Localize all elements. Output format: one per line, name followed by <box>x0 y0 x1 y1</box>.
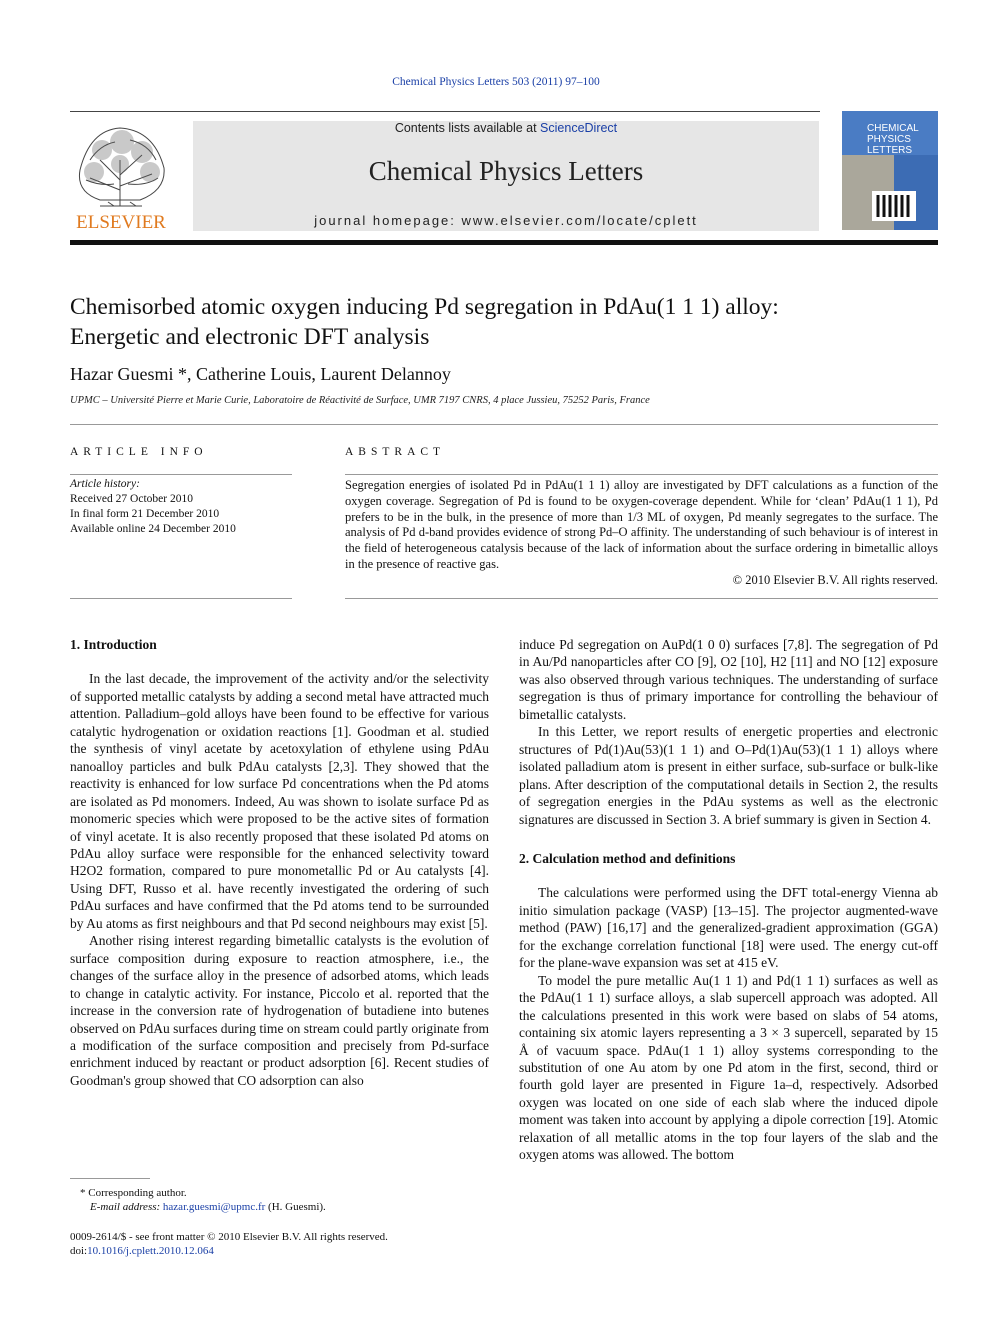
article-info-heading: ARTICLE INFO <box>70 446 208 458</box>
section-1-heading: 1. Introduction <box>70 637 157 652</box>
svg-text:PHYSICS: PHYSICS <box>867 134 911 145</box>
svg-text:ELSEVIER: ELSEVIER <box>76 212 166 232</box>
journal-homepage[interactable]: journal homepage: www.elsevier.com/locate/cplett <box>314 213 698 228</box>
email-suffix: (H. Guesmi). <box>265 1201 326 1213</box>
methods-paragraph-2: To model the pure metallic Au(1 1 1) and Pd(1 1 1) surfaces as well as the PdAu(1 1 1) surface alloys, a slab supercell approach was adopted. All the calculations presented in this work were based on slabs of 54 atoms, containing six atomic layers representing a 3 × 3 supercell, separated by 15 Å of vacuum space. PdAu(1 1 1) alloy systems corresponding to the substitution of one Au atom by one Pd atom in the first, second, third or fourth gold layer are presented in Figure 1a–d, respectively. Adsorbed oxygen was located on one side of each slab where the induced dipole moment was taken into account by applying a dipole correction [19]. Atomic relaxation of all metallic atoms in the top four layers of the slab and the oxygen atoms was allowed. The bottom <box>519 972 938 1163</box>
title-line-1: Chemisorbed atomic oxygen inducing Pd segregation in PdAu(1 1 1) alloy: <box>70 294 779 320</box>
elsevier-logo <box>70 120 172 232</box>
author-list: Hazar Guesmi *, Catherine Louis, Laurent Delannoy <box>70 364 451 384</box>
doi-link[interactable]: 10.1016/j.cplett.2010.12.064 <box>87 1245 214 1257</box>
abstract-heading: ABSTRACT <box>345 446 446 458</box>
article-info-rule <box>70 474 292 475</box>
history-label: Article history: <box>70 478 140 490</box>
svg-text:LETTERS: LETTERS <box>867 145 913 156</box>
intro-paragraph-2: Another rising interest regarding bimetallic catalysts is the evolution of surface composition during exposure to reaction atmosphere, i.e., the changes of the surface alloy in the presence of adsorbed atoms, which leads to change in catalytic activity. For instance, Piccolo et al. reported that the increase in the conversion rate of hydrogenation of butadiene into butenes observed on PdAu surfaces during time on stream could partly originate from a modification of the surface composition and precisely from Pd-surface enrichment induced by reactant or product adsorption [6]. Recent studies of Goodman's group showed that CO adsorption can also <box>70 933 489 1088</box>
history-final: In final form 21 December 2010 <box>70 508 220 520</box>
title-line-2: Energetic and electronic DFT analysis <box>70 324 430 350</box>
footnote-rule <box>70 1178 150 1179</box>
journal-cover <box>842 111 938 230</box>
masthead-thick-rule <box>70 240 938 245</box>
svg-text:CHEMICAL: CHEMICAL <box>867 123 919 134</box>
intro-paragraph-1: In the last decade, the improvement of the activity and/or the selectivity of supported metallic catalysts by adding a second metal have attracted much attention. Palladium–gold alloys have been found to be effective for various catalytic hydrogenation or oxidation reactions [1]. Goodman et al. studied the synthesis of vinyl acetate by acetoxylation of ethylene using PdAu nanoalloy particles and bulk PdAu catalysts [2,3]. They showed that the reactivity is enhanced for low surface Pd concentrations when the Pd atoms are isolated as Pd monomers. Indeed, Au was shown to isolate surface Pd as monomeric species which were proposed to be the active sites of formation of vinyl acetate. It is also recently proposed that these isolated Pd atoms on PdAu alloy surface were responsible for the enhanced selectivity toward H2O2 formation, compared to pure monometallic Pd or Au catalysts [4]. Using DFT, Russo et al. have recently investigated the ordering of such PdAu surfaces and have confirmed that the Pd atoms tend to be surrounded by Au atoms as first neighbours and that Pd second neighbours may exist [5]. <box>70 671 489 931</box>
history-received: Received 27 October 2010 <box>70 493 193 505</box>
left-column <box>70 636 489 1089</box>
history-online: Available online 24 December 2010 <box>70 523 236 535</box>
doi-label: doi: <box>70 1245 88 1257</box>
intro-paragraph-4: In this Letter, we report results of energetic properties and electronic structures of Pd(1)Au(53)(1 1 1) and O–Pd(1)Au(53)(1 1 1) alloys where isolated palladium atom is present in either surface, sub-surface or bulk-like plans. After description of the computational details in Section 2, the results of segregation energies in the PdAu systems as well as the electronic signatures are discussed in Section 3. A brief summary is given in Section 4. <box>519 724 938 827</box>
abstract-body <box>345 478 938 589</box>
sciencedirect-link[interactable]: ScienceDirect <box>540 121 618 135</box>
section-2-heading: 2. Calculation method and definitions <box>519 850 736 866</box>
corresponding-author-note: * Corresponding author. <box>80 1187 187 1199</box>
affiliation: UPMC – Université Pierre et Marie Curie, Laboratoire de Réactivité de Surface, UMR 7197 CNRS, 4 place Jussieu, 75252 Paris, France <box>70 395 650 406</box>
right-column <box>519 636 938 1164</box>
article-info-bottom-rule <box>70 598 292 599</box>
journal-citation[interactable]: Chemical Physics Letters 503 (2011) 97–100 <box>392 76 600 88</box>
article-history <box>70 477 292 537</box>
abstract-bottom-rule <box>345 598 938 599</box>
issn-line: 0009-2614/$ - see front matter © 2010 Elsevier B.V. All rights reserved. <box>70 1231 388 1243</box>
email-link[interactable]: hazar.guesmi@upmc.fr <box>162 1201 266 1213</box>
contents-line <box>193 121 819 135</box>
title-rule <box>70 424 938 425</box>
header-rule <box>70 111 820 112</box>
journal-name: Chemical Physics Letters <box>368 156 644 186</box>
contents-prefix: Contents lists available at <box>394 121 541 135</box>
abstract-text: Segregation energies of isolated Pd in PdAu(1 1 1) alloy are investigated by DFT calculations as a function of the oxygen coverage. Segregation of Pd is found to be oxygen-coverage dependent. While for ‘clean’ PdAu(1 1 1), Pd prefers to be in the bulk, in the presence of more than 1/3 ML of oxygen, Pd meanly segregates to the surface. The analysis of Pd d-band provides evidence of strong Pd–O affinity. The understanding of such behaviour is of interest in the field of heterogeneous catalysis because of the lack of information about the surface ordering in bimetallic alloys in the presence of reactive gas. <box>345 478 938 571</box>
abstract-copyright: © 2010 Elsevier B.V. All rights reserved. <box>732 572 938 587</box>
email-line <box>90 1200 326 1214</box>
article-title <box>70 292 930 352</box>
methods-paragraph-1: The calculations were performed using the DFT total-energy Vienna ab initio simulation package (VASP) [13–15]. The projector augmented-wave method (PAW) [16,17] and the generalized-gradient approximation (GGA) for the exchange correlation functional [18] were used. The energy cut-off for the plane-wave expansion was set at 415 eV. <box>519 885 938 971</box>
intro-paragraph-3: induce Pd segregation on AuPd(1 0 0) surfaces [7,8]. The segregation of Pd in Au/Pd nanoparticles after CO [9], O2 [10], H2 [11] and NO [12] exposure was also observed through various techniques. The understanding of surface segregation is thus of primary importance for controlling the behaviour of bimetallic catalysts. <box>519 637 938 722</box>
email-label: E-mail address: <box>90 1201 163 1213</box>
doi-line <box>70 1244 214 1258</box>
abstract-rule <box>345 474 938 475</box>
